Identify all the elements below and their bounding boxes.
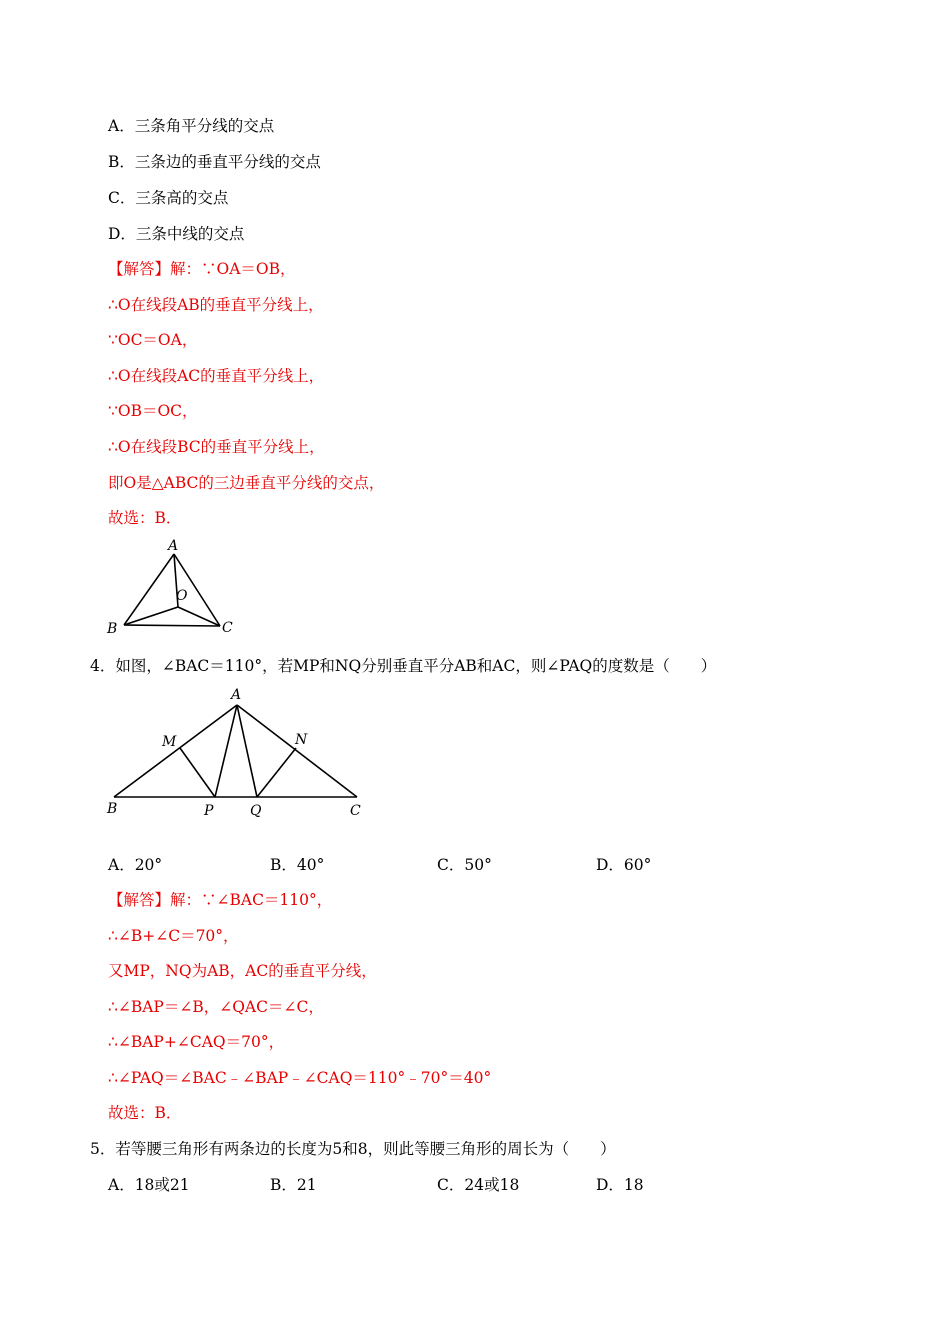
label-c: C	[222, 620, 233, 636]
q5-question: 5．若等腰三角形有两条边的长度为5和8，则此等腰三角形的周长为（ ）	[90, 1140, 616, 1158]
label-a: A	[168, 538, 179, 554]
label-q: Q	[250, 803, 262, 819]
q3-solution-line: 【解答】解：∵OA＝OB，	[108, 260, 296, 278]
q4-option-c: C．50°	[437, 856, 492, 874]
q3-option-a: A．三条角平分线的交点	[108, 117, 275, 135]
q3-option-b: B．三条边的垂直平分线的交点	[108, 153, 321, 171]
q5-option-c: C．24或18	[437, 1176, 520, 1194]
q3-solution-line: ∴O在线段AB的垂直平分线上，	[108, 296, 324, 314]
label-n: N	[295, 732, 308, 748]
q5-option-a: A．18或21	[108, 1176, 190, 1194]
q3-option-d: D．三条中线的交点	[108, 225, 245, 243]
q3-solution-answer: 故选：B．	[108, 509, 182, 527]
q5-option-d: D．18	[596, 1176, 644, 1194]
q5-option-b: B．21	[270, 1176, 317, 1194]
label-p: P	[204, 803, 214, 819]
q3-solution-line: ∴O在线段BC的垂直平分线上，	[108, 438, 325, 456]
label-c: C	[350, 803, 361, 819]
q3-solution-line: ∵OB＝OC，	[108, 402, 198, 420]
q4-solution-line: 【解答】解：∵∠BAC＝110°，	[108, 891, 333, 909]
q4-option-a: A．20°	[108, 856, 163, 874]
q4-question: 4．如图，∠BAC＝110°，若MP和NQ分别垂直平分AB和AC，则∠PAQ的度数是（ ）	[90, 657, 717, 675]
q4-option-b: B．40°	[270, 856, 325, 874]
label-o: O	[176, 588, 188, 604]
q3-solution-line: ∵OC＝OA，	[108, 331, 198, 349]
q3-triangle-figure	[100, 535, 250, 640]
q4-solution-line: ∴∠BAP+∠CAQ＝70°，	[108, 1033, 285, 1051]
q3-option-c: C．三条高的交点	[108, 189, 229, 207]
q4-solution-line: 又MP，NQ为AB，AC的垂直平分线，	[108, 962, 377, 980]
q4-solution-line: ∴∠B+∠C＝70°，	[108, 927, 239, 945]
label-a: A	[231, 687, 242, 703]
label-b: B	[107, 621, 118, 637]
q4-triangle-figure	[100, 682, 380, 822]
label-b: B	[107, 801, 118, 817]
label-m: M	[162, 734, 177, 750]
q4-option-d: D．60°	[596, 856, 652, 874]
q3-solution-line: ∴O在线段AC的垂直平分线上，	[108, 367, 325, 385]
q4-solution-line: ∴∠PAQ＝∠BAC﹣∠BAP﹣∠CAQ＝110°﹣70°＝40°	[108, 1069, 492, 1087]
q4-solution-line: ∴∠BAP＝∠B，∠QAC＝∠C，	[108, 998, 324, 1016]
q4-solution-answer: 故选：B．	[108, 1104, 182, 1122]
q3-solution-line: 即O是△ABC的三边垂直平分线的交点，	[108, 474, 385, 492]
